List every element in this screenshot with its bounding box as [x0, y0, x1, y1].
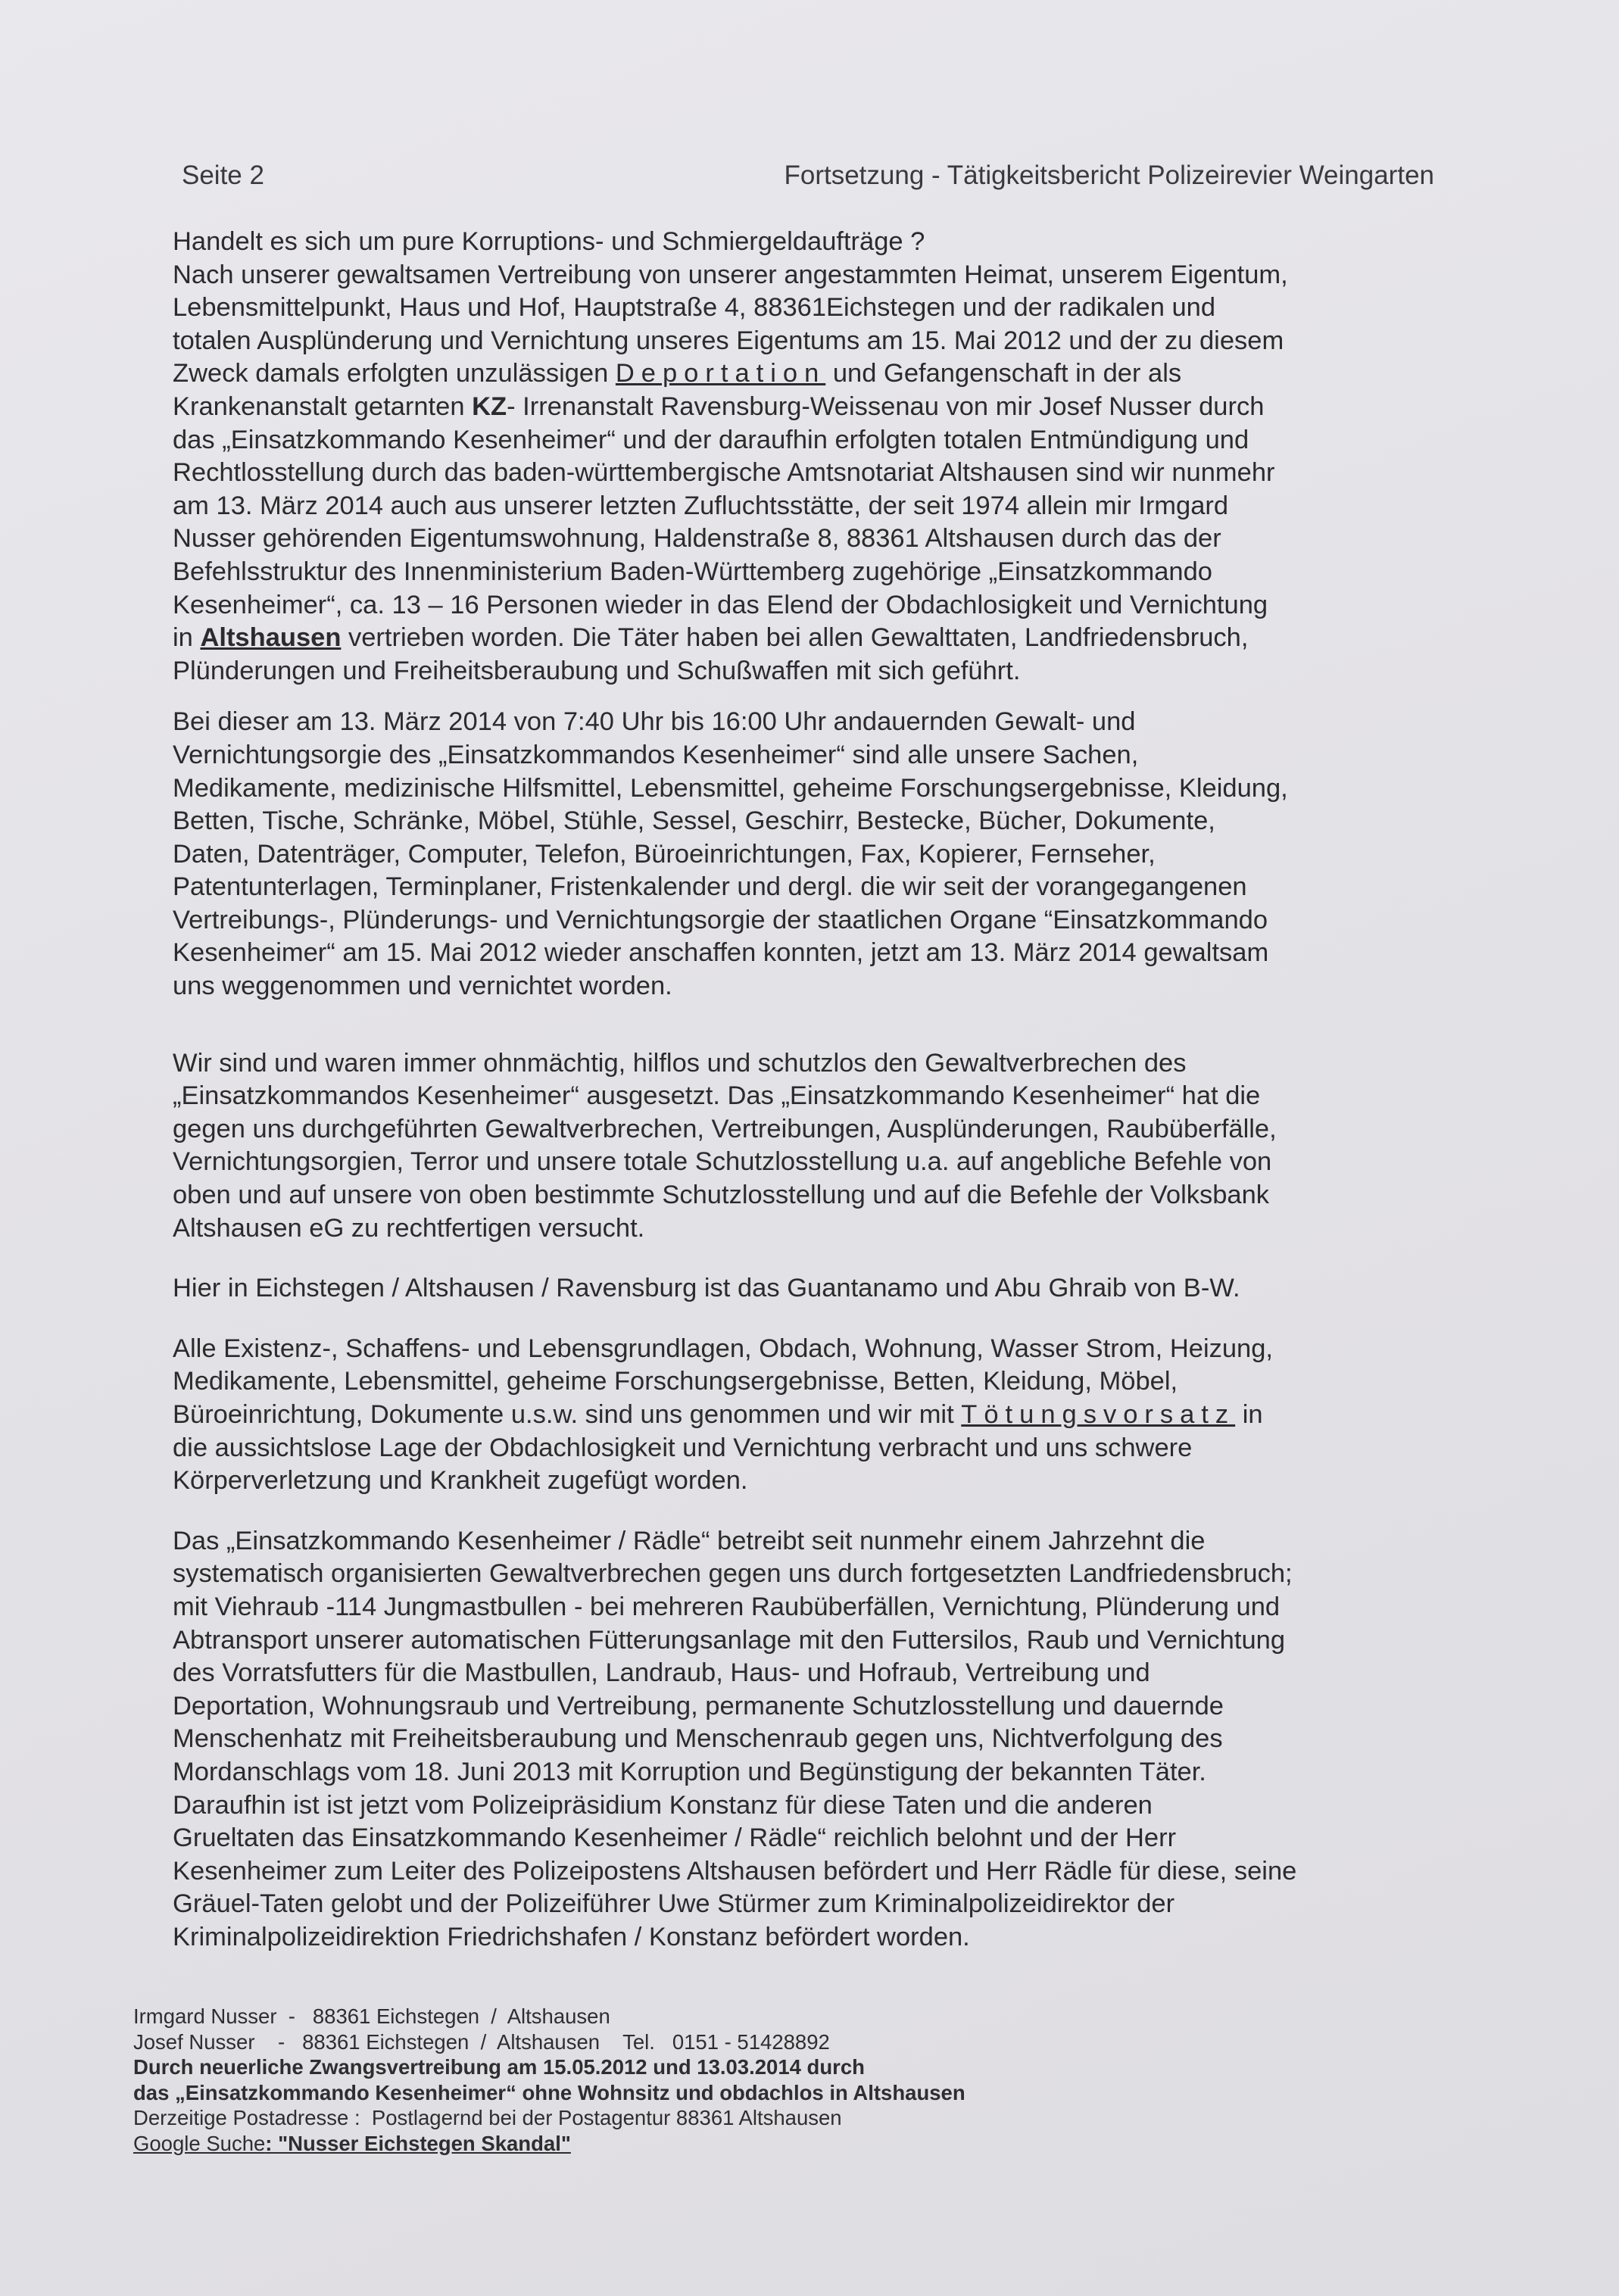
text-line: Lebensmittelpunkt, Haus und Hof, Hauptstraße 4, 88361Eichstegen und der radikalen und [173, 293, 1216, 323]
text-line [173, 391, 1445, 424]
text-line: Wir sind und waren immer ohnmächtig, hilflos und schutzlos den Gewaltverbrechen des [173, 1048, 1187, 1078]
text-line: Grueltaten das Einsatzkommando Kesenheimer / Rädle“ reichlich belohnt und der Herr [173, 1823, 1177, 1853]
text-line: am 13. März 2014 auch aus unserer letzten Zufluchtsstätte, der seit 1974 allein mir Irmgard [173, 491, 1229, 520]
text-line: Daten, Datenträger, Computer, Telefon, Büroeinrichtungen, Fax, Kopierer, Fernseher, [173, 839, 1156, 869]
page-number-label: Seite 2 [182, 161, 264, 190]
eviction-note: Durch neuerliche Zwangsvertreibung am 15.05.2012 und 13.03.2014 durch [133, 2055, 865, 2079]
text-line: Kesenheimer“, ca. 13 – 16 Personen wieder in das Elend der Obdachlosigkeit und Vernichtung [173, 590, 1268, 619]
text-line: Mordanschlags vom 18. Juni 2013 mit Korruption und Begünstigung der bekannten Täter. [173, 1757, 1206, 1786]
text-span: in [1235, 1400, 1263, 1429]
text-span: Büroeinrichtung, Dokumente u.s.w. sind uns genommen und wir mit [173, 1400, 962, 1429]
text-line: oben und auf unsere von oben bestimmte Schutzlosstellung und auf die Befehle der Volksbank [173, 1181, 1270, 1210]
text-line: Vernichtungsorgie des „Einsatzkommandos Kesenheimer“ sind alle unsere Sachen, [173, 740, 1139, 769]
text-line: Kesenheimer zum Leiter des Polizeipostens Altshausen befördert und Herr Rädle für diese, seine [173, 1856, 1297, 1886]
text-line: Das „Einsatzkommando Kesenheimer / Rädle“ betreibt seit nunmehr einem Jahrzehnt die [173, 1526, 1206, 1555]
text-line: Gräuel-Taten gelobt und der Polizeiführer Uwe Stürmer zum Kriminalpolizeidirektor der [173, 1889, 1175, 1919]
text-line: Daraufhin ist ist jetzt vom Polizeipräsidium Konstanz für diese Taten und die anderen [173, 1790, 1153, 1820]
emphasis-altshausen: Altshausen [200, 623, 342, 653]
text-line: des Vorratsfutters für die Mastbullen, Landraub, Haus- und Hofraub, Vertreibung und [173, 1658, 1150, 1688]
google-search-hint [133, 2131, 965, 2157]
text-line: Medikamente, Lebensmittel, geheime Forschungsergebnisse, Betten, Kleidung, Möbel, [173, 1367, 1178, 1396]
text-span: vertrieben worden. Die Täter haben bei allen Gewalttaten, Landfriedensbruch, [341, 623, 1249, 653]
text-line [173, 622, 1445, 655]
text-line: Vertreibungs-, Plünderungs- und Vernichtungsorgie der staatlichen Organe “Einsatzkommando [173, 905, 1268, 934]
postal-address: Derzeitige Postadresse : Postlagernd bei der Postagentur 88361 Altshausen [133, 2106, 842, 2129]
text-span: Zweck damals erfolgten unzulässigen [173, 359, 616, 388]
text-line: Vernichtungsorgien, Terror und unsere totale Schutzlosstellung u.a. auf angebliche Befehle von [173, 1147, 1272, 1177]
text-line: Altshausen eG zu rechtfertigen versucht. [173, 1213, 645, 1243]
text-span: Krankenanstalt getarnten [173, 392, 473, 421]
text-line: Deportation, Wohnungsraub und Vertreibung, permanente Schutzlosstellung und dauernde [173, 1691, 1224, 1720]
signature-line-josef: Josef Nusser - 88361 Eichstegen / Altshausen Tel. 0151 - 51428892 [133, 2029, 830, 2054]
text-line: totalen Ausplünderung und Vernichtung unseres Eigentums am 15. Mai 2012 und der zu diesem [173, 326, 1284, 355]
signature-block [133, 2004, 965, 2156]
paragraph-2 [173, 706, 1445, 1003]
text-line: Körperverletzung und Krankheit zugefügt worden. [173, 1466, 748, 1496]
text-line: Nusser gehörenden Eigentumswohnung, Haldenstraße 8, 88361 Altshausen durch das der [173, 524, 1221, 554]
eviction-note-2: das „Einsatzkommando Kesenheimer“ ohne Wohnsitz und obdachlos in Altshausen [133, 2080, 965, 2104]
text-line: Alle Existenz-, Schaffens- und Lebensgrundlagen, Obdach, Wohnung, Wasser Strom, Heizung, [173, 1334, 1274, 1363]
text-line: Menschenhatz mit Freiheitsberaubung und Menschenraub gegen uns, Nichtverfolgung des [173, 1724, 1223, 1754]
text-line: systematisch organisierten Gewaltverbrechen gegen uns durch fortgesetzten Landfriedensbruch; [173, 1559, 1293, 1589]
text-line: Nach unserer gewaltsamen Vertreibung von unserer angestammten Heimat, unserem Eigentum, [173, 260, 1288, 289]
header-title: Fortsetzung - Tätigkeitsbericht Polizeirevier Weingarten [784, 161, 1434, 190]
text-line [173, 1399, 1445, 1432]
emphasis-kz: KZ [472, 392, 507, 421]
text-line: Patentunterlagen, Terminplaner, Fristenkalender und dergl. die wir seit der vorangegangenen [173, 872, 1247, 902]
paragraph-1 [173, 226, 1445, 688]
google-search-query: : "Nusser Eichstegen Skandal" [265, 2131, 571, 2155]
document-body [173, 226, 1445, 1954]
text-line: Befehlsstruktur des Innenministerium Baden-Württemberg zugehörige „Einsatzkommando [173, 557, 1212, 586]
text-line: „Einsatzkommandos Kesenheimer“ ausgesetzt. Das „Einsatzkommando Kesenheimer“ hat die [173, 1081, 1261, 1111]
text-line: gegen uns durchgeführten Gewaltverbrechen, Vertreibungen, Ausplünderungen, Raubüberfälle, [173, 1114, 1277, 1143]
text-line: Rechtlosstellung durch das baden-württembergische Amtsnotariat Altshausen sind wir nunmehr [173, 458, 1275, 488]
text-line: Kriminalpolizeidirektion Friedrichshafen / Konstanz befördert worden. [173, 1922, 970, 1951]
text-line: uns weggenommen und vernichtet worden. [173, 972, 672, 1001]
text-line: Hier in Eichstegen / Altshausen / Ravensburg ist das Guantanamo und Abu Ghraib von B-W. [173, 1274, 1240, 1303]
text-span: und Gefangenschaft in der als [825, 359, 1182, 388]
paragraph-5 [173, 1333, 1445, 1498]
text-line: Handelt es sich um pure Korruptions- und Schmiergeldaufträge ? [173, 227, 925, 256]
text-line: mit Viehraub -114 Jungmastbullen - bei mehreren Raubüberfällen, Vernichtung, Plünderung und [173, 1592, 1281, 1621]
text-line: Medikamente, medizinische Hilfsmittel, Lebensmittel, geheime Forschungsergebnisse, Kleidung, [173, 773, 1288, 803]
text-line: Kesenheimer“ am 15. Mai 2012 wieder anschaffen konnten, jetzt am 13. März 2014 gewaltsam [173, 938, 1269, 968]
google-search-label: Google Suche [133, 2131, 266, 2155]
text-line [173, 357, 1445, 391]
text-span: - Irrenanstalt Ravensburg-Weissenau von mir Josef Nusser durch [507, 392, 1265, 421]
signature-line-irmgard: Irmgard Nusser - 88361 Eichstegen / Altshausen [133, 2004, 610, 2028]
text-line: Abtransport unserer automatischen Fütterungsanlage mit den Futtersilos, Raub und Vernichtung [173, 1625, 1286, 1655]
text-line: die aussichtslose Lage der Obdachlosigkeit und Vernichtung verbracht und uns schwere [173, 1433, 1193, 1462]
text-line: Plünderungen und Freiheitsberaubung und Schußwaffen mit sich geführt. [173, 656, 1021, 685]
text-line: Betten, Tische, Schränke, Möbel, Stühle, Sessel, Geschirr, Bestecke, Bücher, Dokumente, [173, 806, 1215, 836]
emphasis-toetungsvorsatz: Tötungsvorsatz [961, 1400, 1236, 1429]
paragraph-6 [173, 1525, 1445, 1954]
text-line: Bei dieser am 13. März 2014 von 7:40 Uhr bis 16:00 Uhr andauernden Gewalt- und [173, 707, 1136, 737]
emphasis-deportation: Deportation [615, 359, 826, 388]
text-line: das „Einsatzkommando Kesenheimer“ und der daraufhin erfolgten totalen Entmündigung und [173, 425, 1249, 454]
page-header [182, 161, 1434, 191]
text-span: in [173, 623, 201, 653]
paragraph-4 [173, 1272, 1445, 1306]
paragraph-3 [173, 1047, 1445, 1246]
